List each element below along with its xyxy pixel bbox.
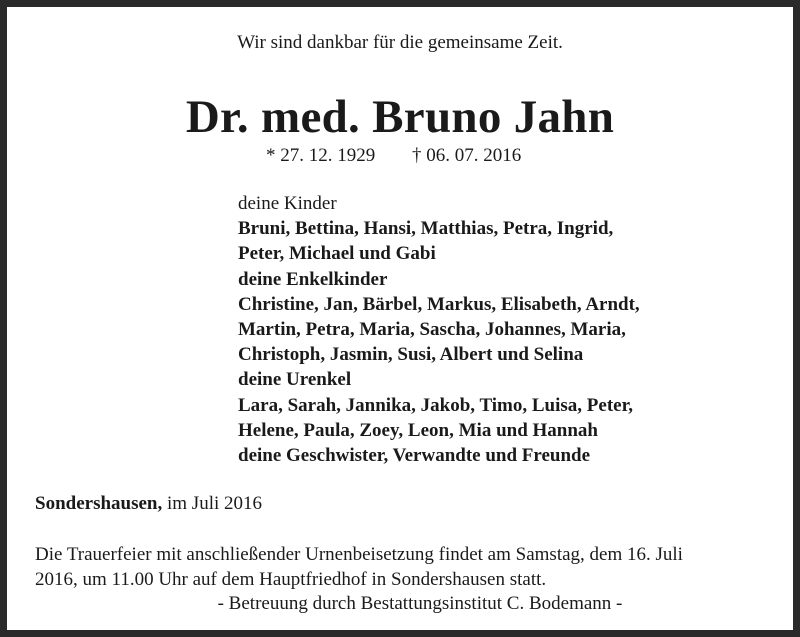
urenkel-names-line: Lara, Sarah, Jannika, Jakob, Timo, Luisa, Peter,: [238, 394, 634, 416]
funeral-notice-line: 2016, um 11.00 Uhr auf dem Hauptfriedhof in Sondershausen statt.: [35, 569, 547, 590]
place-month: im Juli 2016: [162, 493, 263, 514]
death-date: † 06. 07. 2016: [412, 145, 522, 166]
enkel-names-line: Christine, Jan, Bärbel, Markus, Elisabeth, Arndt,: [238, 293, 640, 315]
undertaker-credit: - Betreuung durch Bestattungsinstitut C. Bodemann -: [217, 593, 623, 614]
urenkel-label: deine Urenkel: [238, 369, 352, 391]
enkel-names-line: Christoph, Jasmin, Susi, Albert und Selina: [238, 344, 584, 366]
deceased-name: Dr. med. Bruno Jahn: [185, 91, 615, 143]
kinder-label: deine Kinder: [238, 193, 337, 214]
birth-date: * 27. 12. 1929: [266, 145, 376, 166]
urenkel-names-line: Helene, Paula, Zoey, Leon, Mia und Hannah: [238, 419, 598, 441]
place-date: [35, 492, 262, 516]
funeral-notice: [35, 542, 775, 592]
motto: Wir sind dankbar für die gemeinsame Zeit.: [237, 32, 563, 53]
other-mourners: deine Geschwister, Verwandte und Freunde: [238, 445, 591, 467]
place-city: Sondershausen,: [35, 493, 163, 514]
kinder-names-line: Peter, Michael und Gabi: [238, 243, 436, 265]
family-list: [238, 191, 640, 468]
enkel-label: deine Enkelkinder: [238, 268, 388, 290]
enkel-names-line: Martin, Petra, Maria, Sascha, Johannes, Maria,: [238, 319, 626, 341]
kinder-names-line: Bruni, Bettina, Hansi, Matthias, Petra, Ingrid,: [238, 218, 614, 240]
funeral-notice-line: Die Trauerfeier mit anschließender Urnenbeisetzung findet am Samstag, dem 16. Juli: [35, 544, 683, 565]
